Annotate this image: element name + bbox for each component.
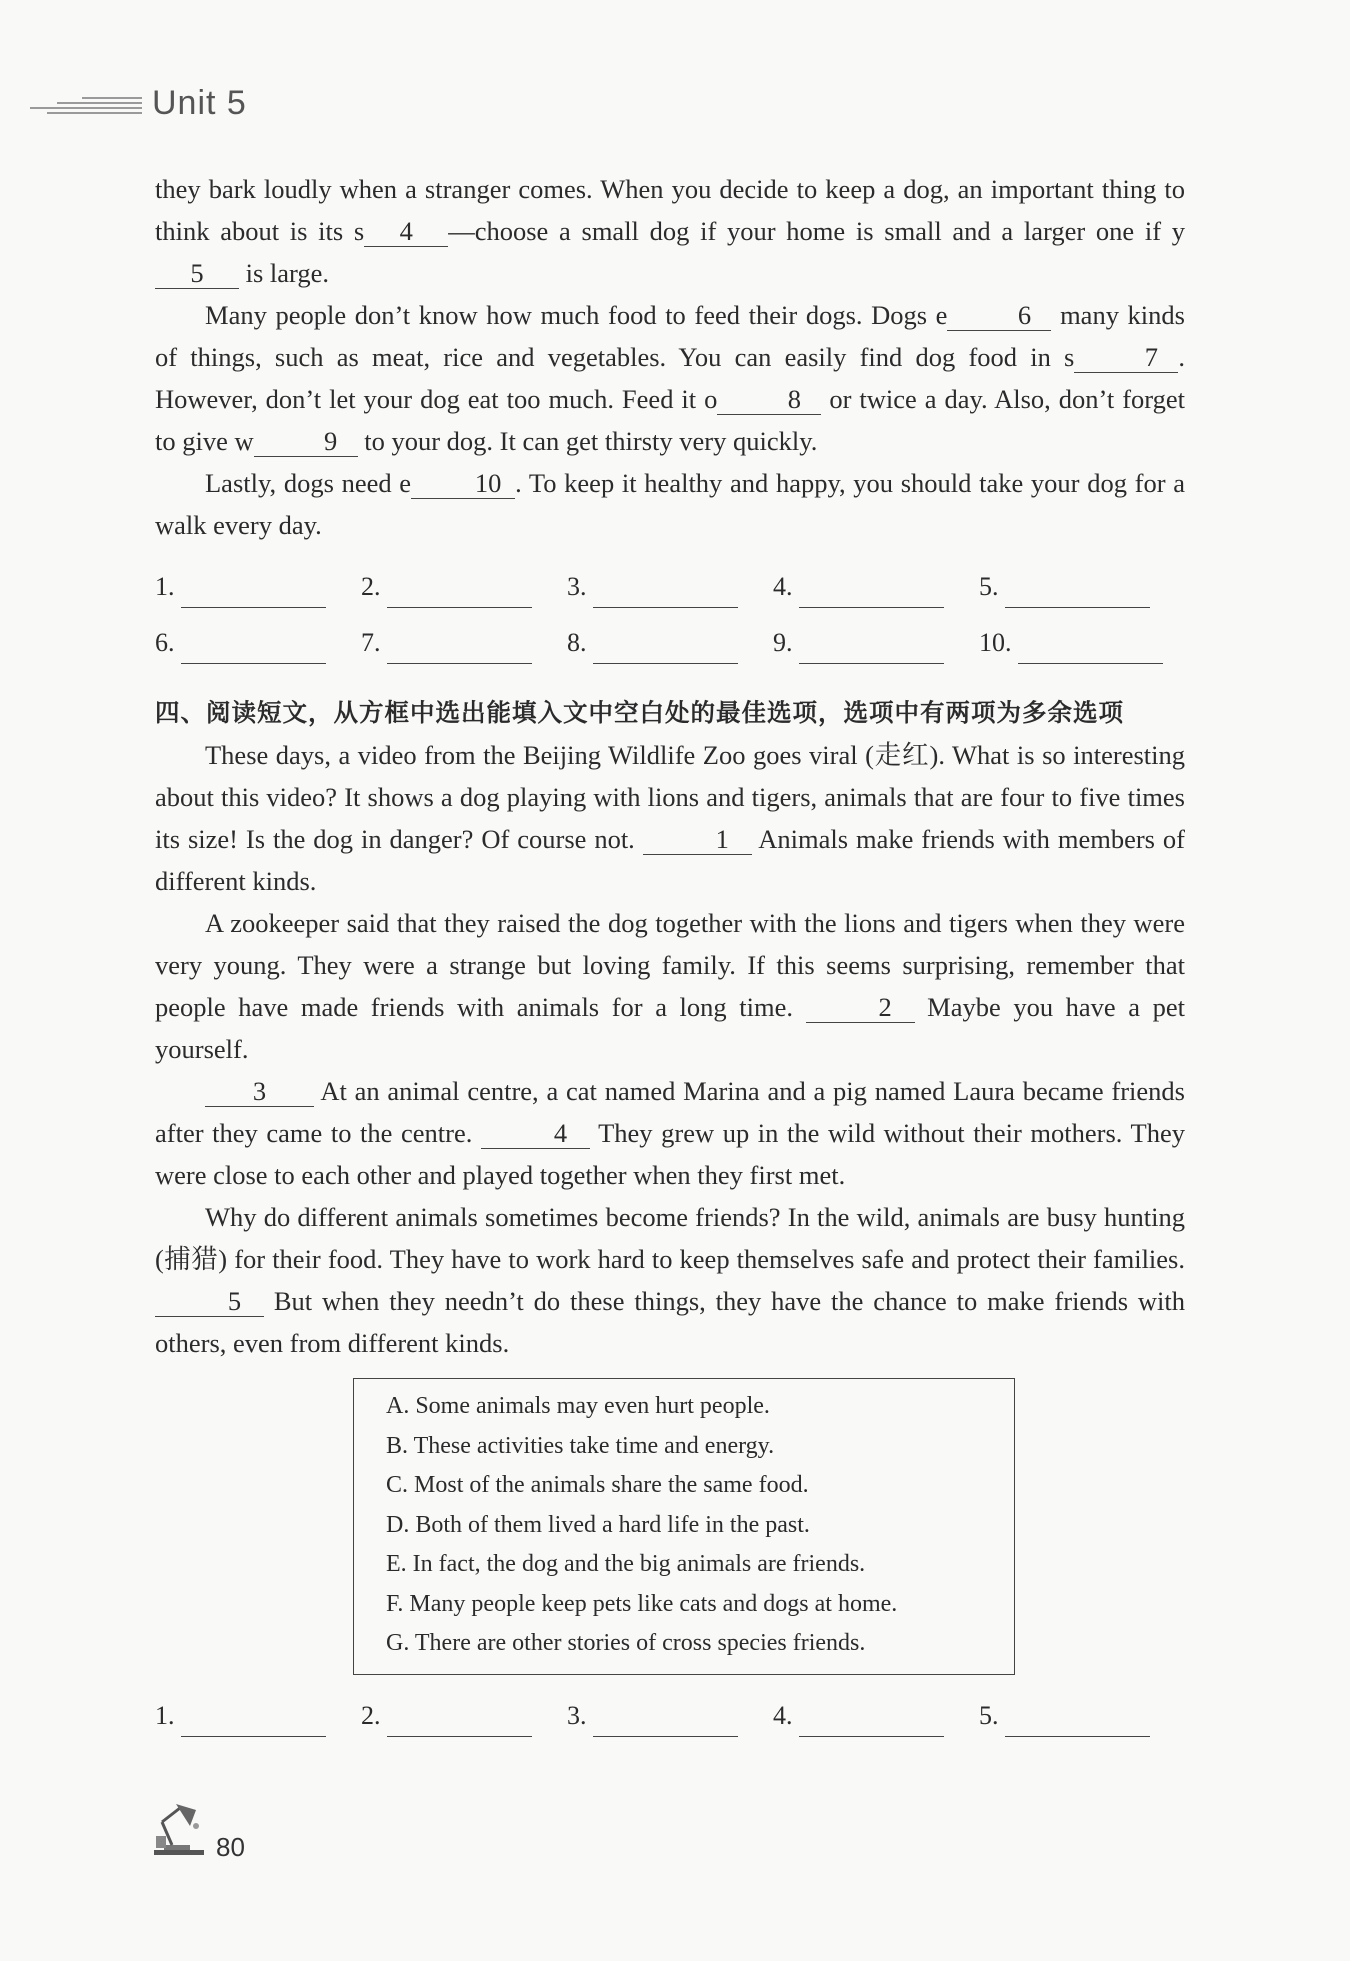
passage1-answer-row-1 (155, 552, 1185, 608)
answer-blank[interactable]: 5 (155, 1286, 264, 1317)
option-item: E. In fact, the dog and the big animals are friends. (386, 1551, 866, 1577)
option-item: G. There are other stories of cross species friends. (386, 1630, 866, 1656)
section4-paragraph-1: These days, a video from the Beijing Wildlife Zoo goes viral (走红). What is so interesting about this video? It shows a dog playing with lions and tigers, animals that are four to five times its size! Is the dog in danger? Of course not. 1 Animals make friends with members of different kinds. (155, 740, 1185, 896)
option-item: F. Many people keep pets like cats and dogs at home. (386, 1590, 898, 1617)
answer-field[interactable]: 7. (361, 608, 567, 664)
answer-field[interactable]: 9. (773, 608, 979, 664)
answer-field[interactable]: 6. (155, 608, 361, 664)
section-title: 四、阅读短文，从方框中选出能填入文中空白处的最佳选项，选项中有两项为多余选项 (155, 698, 1124, 727)
option-item: C. Most of the animals share the same food. (386, 1472, 809, 1498)
passage1-answer-row-2 (155, 608, 1185, 664)
answer-field[interactable]: 2. (361, 1681, 567, 1737)
answer-blank[interactable]: 3 (205, 1076, 314, 1107)
answer-blank[interactable]: 5 (155, 258, 239, 289)
answer-field[interactable]: 3. (567, 552, 773, 608)
answer-blank[interactable]: 8 (717, 384, 821, 415)
page-number: 80 (216, 1832, 245, 1862)
answer-blank[interactable]: 9 (254, 426, 358, 457)
answer-blank[interactable]: 4 (481, 1118, 590, 1149)
section4-answer-row (155, 1681, 1185, 1737)
header-decoration (30, 91, 142, 115)
answer-field[interactable]: 5. (979, 1681, 1185, 1737)
answer-blank[interactable]: 2 (806, 992, 915, 1023)
option-item: B. These activities take time and energy. (386, 1432, 775, 1459)
answer-blank[interactable]: 6 (947, 300, 1051, 331)
unit-title: Unit 5 (152, 83, 247, 122)
answer-blank[interactable]: 7 (1074, 342, 1178, 373)
answer-field[interactable]: 4. (773, 552, 979, 608)
answer-blank[interactable]: 1 (643, 824, 752, 855)
page-content (155, 168, 1185, 1737)
passage1-paragraph-3: Lastly, dogs need e 10 . To keep it healthy and happy, you should take your dog for a walk every day. (155, 468, 1185, 540)
section4-paragraph-4: Why do different animals sometimes become friends? In the wild, animals are busy hunting (捕猎) for their food. They have to work hard to keep themselves safe and protect their families. 5 But when they needn’t do these things, they have the chance to make friends with others, even from different kinds. (155, 1202, 1185, 1358)
answer-field[interactable]: 4. (773, 1681, 979, 1737)
section4-paragraph-2: A zookeeper said that they raised the dog together with the lions and tigers when they were very young. They were a strange but loving family. If this seems surprising, remember that people have made friends with animals for a long time. 2 Maybe you have a pet yourself. (155, 908, 1186, 1064)
passage1-paragraph-2: Many people don’t know how much food to feed their dogs. Dogs e 6 many kinds of things, such as meat, rice and vegetables. You can easily find dog food in s 7 . However, don’t let your dog eat too much. Feed it o 8 or twice a day. Also, don’t forget to give w 9 to your dog. It can get thirsty very quickly. (155, 300, 1185, 456)
options-box (353, 1378, 1015, 1675)
answer-field[interactable]: 3. (567, 1681, 773, 1737)
answer-field[interactable]: 1. (155, 1681, 361, 1737)
answer-field[interactable]: 5. (979, 552, 1185, 608)
answer-field[interactable]: 10. (979, 608, 1185, 664)
page-footer (150, 1800, 245, 1863)
passage1-paragraph-1: they bark loudly when a stranger comes. When you decide to keep a dog, an important thing to think about is its s 4 —choose a small dog if your home is small and a larger one if y5 is large. (155, 174, 1185, 288)
answer-field[interactable]: 2. (361, 552, 567, 608)
option-item: D. Both of them lived a hard life in the past. (386, 1511, 810, 1538)
section4-paragraph-3: 3 At an animal centre, a cat named Marina and a pig named Laura became friends after they came to the centre. 4 They grew up in the wild without their mothers. They were close to each other and played together when they first met. (155, 1076, 1185, 1190)
answer-field[interactable]: 1. (155, 552, 361, 608)
answer-blank[interactable]: 10 (411, 468, 515, 499)
page-header (30, 78, 247, 128)
answer-blank[interactable]: 4 (364, 216, 448, 247)
option-item: A. Some animals may even hurt people. (386, 1393, 770, 1419)
answer-field[interactable]: 8. (567, 608, 773, 664)
desk-lamp-icon (150, 1800, 210, 1863)
